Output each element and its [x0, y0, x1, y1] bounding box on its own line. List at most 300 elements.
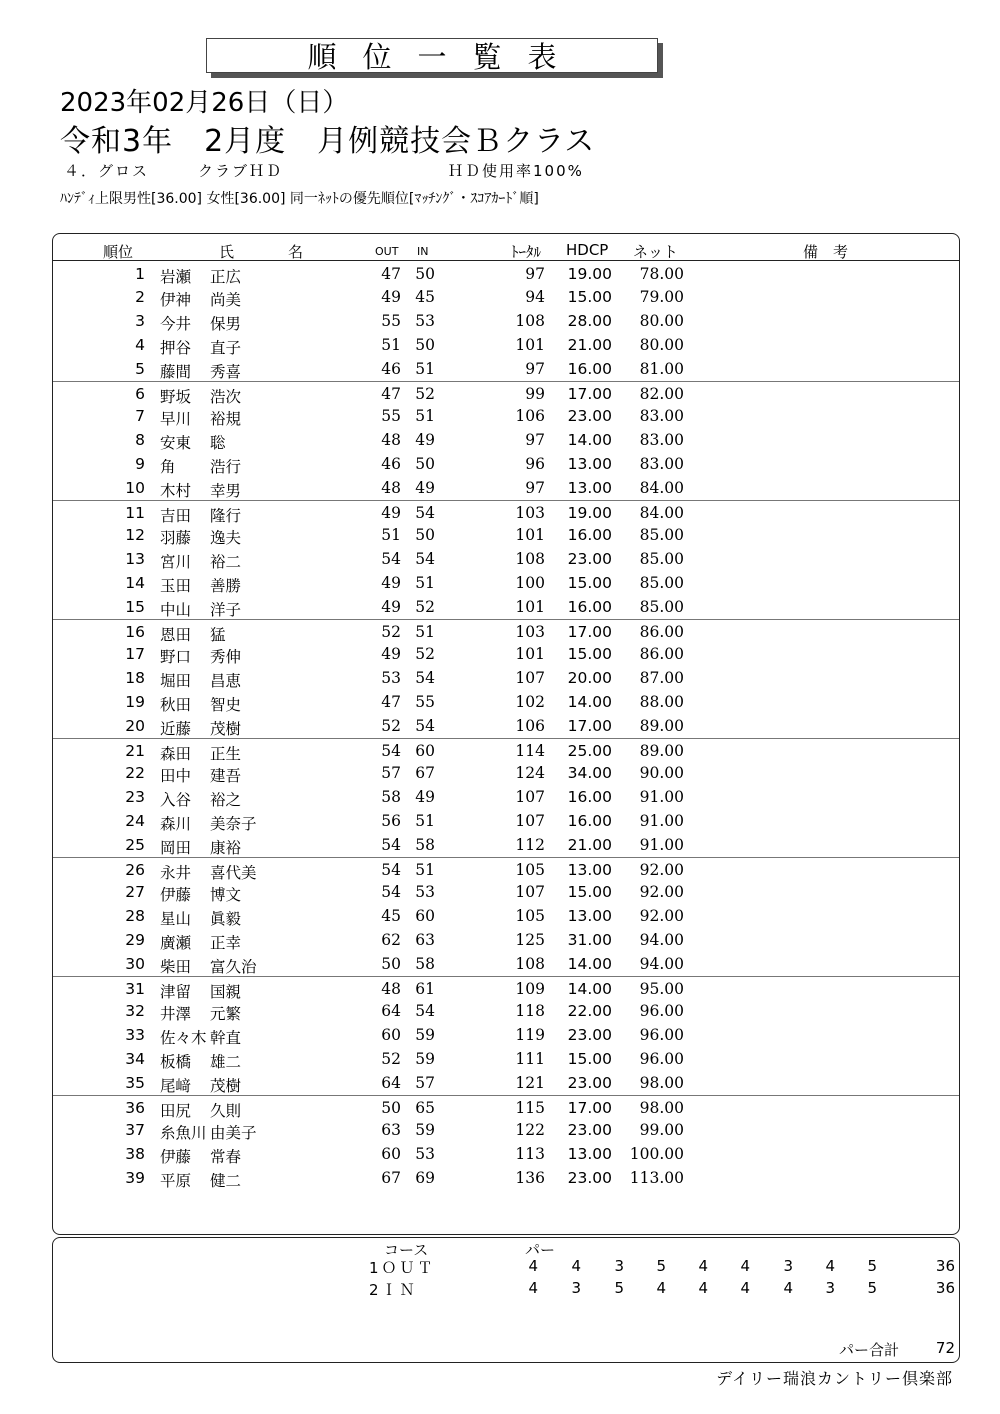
in-cell: 60	[415, 907, 435, 926]
out-cell: 64	[381, 1073, 401, 1092]
first-name-cell: 善勝	[210, 576, 242, 595]
table-row	[53, 500, 959, 525]
net-cell: 85.00	[639, 526, 684, 545]
rank-cell: 1	[135, 264, 145, 283]
par-table	[52, 1237, 960, 1363]
net-cell: 96.00	[639, 1002, 684, 1021]
total-cell: 105	[515, 907, 545, 926]
total-cell: 108	[515, 312, 545, 331]
out-cell: 52	[381, 622, 401, 641]
rank-cell: 26	[125, 860, 145, 879]
net-cell: 81.00	[639, 359, 684, 378]
first-name-cell: 久則	[210, 1101, 242, 1120]
first-name-cell: 秀伸	[210, 648, 242, 667]
last-name-cell: 井澤	[160, 1005, 192, 1024]
out-cell: 54	[381, 860, 401, 879]
par-course-total: 36	[935, 1279, 955, 1297]
last-name-cell: 藤間	[160, 362, 192, 381]
table-row	[53, 904, 959, 928]
rank-cell: 7	[135, 407, 145, 426]
rank-cell: 20	[125, 716, 145, 735]
total-cell: 121	[515, 1073, 545, 1092]
net-cell: 95.00	[639, 979, 684, 998]
last-name-cell: 木村	[160, 481, 192, 500]
in-cell: 50	[415, 454, 435, 473]
rank-cell: 32	[125, 1002, 145, 1021]
table-row	[53, 833, 959, 857]
out-cell: 48	[381, 478, 401, 497]
net-cell: 113.00	[629, 1168, 684, 1187]
last-name-cell: 柴田	[160, 957, 192, 976]
rank-cell: 18	[125, 669, 145, 688]
net-cell: 98.00	[639, 1098, 684, 1117]
in-cell: 52	[415, 597, 435, 616]
total-cell: 97	[525, 431, 545, 450]
total-cell: 97	[525, 264, 545, 283]
last-name-cell: 永井	[160, 863, 192, 882]
hdcp-cell: 15.00	[567, 645, 612, 664]
in-cell: 51	[415, 860, 435, 879]
last-name-cell: 津留	[160, 982, 192, 1001]
in-cell: 45	[415, 288, 435, 307]
rank-cell: 35	[125, 1073, 145, 1092]
hdcp-cell: 23.00	[567, 550, 612, 569]
hdcp-cell: 23.00	[567, 1121, 612, 1140]
in-cell: 51	[415, 573, 435, 592]
total-cell: 105	[515, 860, 545, 879]
total-cell: 136	[515, 1168, 545, 1187]
first-name-cell: 由美子	[210, 1124, 257, 1143]
total-cell: 101	[515, 335, 545, 354]
event-date: 2023年02月26日（日）	[60, 88, 349, 118]
hdcp-cell: 16.00	[567, 597, 612, 616]
in-cell: 49	[415, 788, 435, 807]
total-cell: 106	[515, 716, 545, 735]
hdcp-cell: 23.00	[567, 407, 612, 426]
last-name-cell: 田尻	[160, 1101, 192, 1120]
hdcp-cell: 15.00	[567, 883, 612, 902]
net-cell: 85.00	[639, 550, 684, 569]
out-cell: 56	[381, 811, 401, 830]
total-cell: 118	[515, 1002, 545, 1021]
rank-cell: 9	[135, 454, 145, 473]
in-cell: 63	[415, 930, 435, 949]
in-cell: 54	[415, 669, 435, 688]
table-row	[53, 999, 959, 1023]
first-name-cell: 富久治	[210, 957, 257, 976]
first-name-cell: 聡	[210, 434, 226, 453]
hdcp-cell: 16.00	[567, 811, 612, 830]
net-cell: 89.00	[639, 716, 684, 735]
table-row	[53, 1095, 959, 1120]
first-name-cell: 裕二	[210, 553, 242, 572]
club-name-footer: デイリー瑞浪カントリー倶楽部	[716, 1369, 953, 1388]
hdcp-cell: 15.00	[567, 288, 612, 307]
rank-cell: 37	[125, 1121, 145, 1140]
rank-cell: 8	[135, 431, 145, 450]
first-name-cell: 浩次	[210, 387, 242, 406]
total-cell: 111	[515, 1049, 545, 1068]
hdcp-cell: 13.00	[567, 860, 612, 879]
par-hole-value: 4	[656, 1279, 666, 1297]
page-title: 順位一覧表	[307, 40, 583, 74]
first-name-cell: 美奈子	[210, 814, 257, 833]
out-cell: 57	[381, 764, 401, 783]
out-cell: 49	[381, 645, 401, 664]
rank-cell: 11	[125, 503, 145, 522]
net-cell: 91.00	[639, 835, 684, 854]
first-name-cell: 建吾	[210, 767, 242, 786]
net-cell: 84.00	[639, 478, 684, 497]
first-name-cell: 健二	[210, 1171, 242, 1190]
out-cell: 58	[381, 788, 401, 807]
header-in: IN	[417, 245, 429, 258]
hdcp-cell: 13.00	[567, 454, 612, 473]
rank-cell: 30	[125, 954, 145, 973]
hd-rate: ＨＤ使用率100%	[448, 162, 584, 180]
out-cell: 52	[381, 1049, 401, 1068]
rank-cell: 19	[125, 692, 145, 711]
out-cell: 67	[381, 1168, 401, 1187]
table-row	[53, 357, 959, 381]
in-cell: 58	[415, 835, 435, 854]
last-name-cell: 板橋	[160, 1052, 192, 1071]
par-hole-value: 4	[698, 1279, 708, 1297]
out-cell: 47	[381, 264, 401, 283]
net-cell: 87.00	[639, 669, 684, 688]
table-row	[53, 619, 959, 644]
table-row	[53, 761, 959, 785]
net-cell: 100.00	[629, 1145, 684, 1164]
hdcp-cell: 16.00	[567, 788, 612, 807]
par-hole-value: 4	[825, 1257, 835, 1275]
net-cell: 98.00	[639, 1073, 684, 1092]
par-hole-value: 3	[614, 1257, 624, 1275]
out-cell: 55	[381, 407, 401, 426]
hdcp-cell: 22.00	[567, 1002, 612, 1021]
header-remarks: 備 考	[803, 243, 849, 261]
hdcp-cell: 21.00	[567, 835, 612, 854]
net-cell: 86.00	[639, 622, 684, 641]
hdcp-cell: 17.00	[567, 716, 612, 735]
last-name-cell: 早川	[160, 410, 192, 429]
rank-cell: 2	[135, 288, 145, 307]
in-cell: 59	[415, 1026, 435, 1045]
net-cell: 79.00	[639, 288, 684, 307]
out-cell: 47	[381, 384, 401, 403]
title-box	[206, 38, 658, 73]
rank-cell: 22	[125, 764, 145, 783]
out-cell: 54	[381, 550, 401, 569]
table-row	[53, 1166, 959, 1190]
table-row	[53, 928, 959, 952]
par-hole-value: 4	[571, 1257, 581, 1275]
total-cell: 103	[515, 503, 545, 522]
last-name-cell: 押谷	[160, 338, 192, 357]
total-cell: 107	[515, 811, 545, 830]
table-row	[53, 690, 959, 714]
table-row	[53, 309, 959, 333]
rank-cell: 12	[125, 526, 145, 545]
first-name-cell: 元繁	[210, 1005, 242, 1024]
table-row	[53, 285, 959, 309]
table-row	[53, 785, 959, 809]
hdcp-cell: 23.00	[567, 1073, 612, 1092]
rank-cell: 39	[125, 1168, 145, 1187]
out-cell: 63	[381, 1121, 401, 1140]
out-cell: 48	[381, 431, 401, 450]
net-cell: 99.00	[639, 1121, 684, 1140]
hdcp-cell: 28.00	[567, 312, 612, 331]
in-cell: 54	[415, 716, 435, 735]
first-name-cell: 康裕	[210, 838, 242, 857]
table-row	[53, 1023, 959, 1047]
par-hole-value: 3	[783, 1257, 793, 1275]
in-cell: 50	[415, 264, 435, 283]
net-cell: 91.00	[639, 811, 684, 830]
par-hole-value: 4	[740, 1257, 750, 1275]
first-name-cell: 洋子	[210, 600, 242, 619]
in-cell: 65	[415, 1098, 435, 1117]
out-cell: 46	[381, 454, 401, 473]
net-cell: 91.00	[639, 788, 684, 807]
hdcp-cell: 17.00	[567, 622, 612, 641]
net-cell: 92.00	[639, 907, 684, 926]
total-cell: 94	[525, 288, 545, 307]
last-name-cell: 伊神	[160, 291, 192, 310]
table-row	[53, 1142, 959, 1166]
ranking-table	[52, 233, 960, 1235]
competition-name: 令和3年 2月度 月例競技会Ｂクラス	[60, 124, 596, 159]
total-cell: 103	[515, 622, 545, 641]
last-name-cell: 野坂	[160, 387, 192, 406]
out-cell: 45	[381, 907, 401, 926]
table-row	[53, 666, 959, 690]
in-cell: 52	[415, 645, 435, 664]
first-name-cell: 逸夫	[210, 529, 242, 548]
last-name-cell: 佐々木	[160, 1029, 207, 1048]
par-hole-value: 3	[571, 1279, 581, 1297]
out-cell: 60	[381, 1145, 401, 1164]
hdcp-cell: 19.00	[567, 503, 612, 522]
par-hole-value: 4	[783, 1279, 793, 1297]
table-row	[53, 547, 959, 571]
last-name-cell: 恩田	[160, 625, 192, 644]
par-hole-value: 4	[528, 1279, 538, 1297]
in-cell: 61	[415, 979, 435, 998]
in-cell: 69	[415, 1168, 435, 1187]
net-cell: 86.00	[639, 645, 684, 664]
in-cell: 54	[415, 1002, 435, 1021]
last-name-cell: 森川	[160, 814, 192, 833]
hdcp-cell: 16.00	[567, 359, 612, 378]
in-cell: 60	[415, 741, 435, 760]
par-course-total: 36	[935, 1257, 955, 1275]
total-cell: 97	[525, 478, 545, 497]
net-cell: 84.00	[639, 503, 684, 522]
total-cell: 101	[515, 526, 545, 545]
first-name-cell: 直子	[210, 338, 242, 357]
table-row	[53, 642, 959, 666]
first-name-cell: 隆行	[210, 506, 242, 525]
rank-cell: 33	[125, 1026, 145, 1045]
rank-cell: 25	[125, 835, 145, 854]
out-cell: 54	[381, 883, 401, 902]
out-cell: 52	[381, 716, 401, 735]
rank-cell: 4	[135, 335, 145, 354]
par-hole-value: 4	[740, 1279, 750, 1297]
out-cell: 60	[381, 1026, 401, 1045]
hdcp-cell: 34.00	[567, 764, 612, 783]
out-cell: 50	[381, 954, 401, 973]
par-hole-value: 5	[614, 1279, 624, 1297]
total-cell: 124	[515, 764, 545, 783]
first-name-cell: 幸男	[210, 481, 242, 500]
total-cell: 112	[515, 835, 545, 854]
rank-cell: 36	[125, 1098, 145, 1117]
rank-cell: 21	[125, 741, 145, 760]
last-name-cell: 吉田	[160, 506, 192, 525]
out-cell: 53	[381, 669, 401, 688]
first-name-cell: 智史	[210, 695, 242, 714]
par-total-label: パー合計	[839, 1341, 900, 1359]
header-rank: 順位	[103, 243, 134, 261]
total-cell: 109	[515, 979, 545, 998]
hdcp-cell: 21.00	[567, 335, 612, 354]
table-row	[53, 381, 959, 406]
first-name-cell: 茂樹	[210, 719, 242, 738]
last-name-cell: 岩瀬	[160, 267, 192, 286]
last-name-cell: 伊藤	[160, 886, 192, 905]
rank-cell: 23	[125, 788, 145, 807]
par-course-header: コース	[384, 1241, 429, 1259]
table-row	[53, 857, 959, 882]
first-name-cell: 博文	[210, 886, 242, 905]
total-cell: 115	[515, 1098, 545, 1117]
out-cell: 49	[381, 573, 401, 592]
rank-cell: 14	[125, 573, 145, 592]
total-cell: 125	[515, 930, 545, 949]
in-cell: 49	[415, 478, 435, 497]
in-cell: 55	[415, 692, 435, 711]
last-name-cell: 角	[160, 457, 176, 476]
header-net: ネット	[633, 243, 679, 261]
last-name-cell: 岡田	[160, 838, 192, 857]
net-cell: 96.00	[639, 1026, 684, 1045]
rank-cell: 5	[135, 359, 145, 378]
last-name-cell: 糸魚川	[160, 1124, 207, 1143]
header-total: ﾄｰﾀﾙ	[511, 243, 542, 261]
table-row	[53, 571, 959, 595]
first-name-cell: 浩行	[210, 457, 242, 476]
in-cell: 67	[415, 764, 435, 783]
net-cell: 94.00	[639, 930, 684, 949]
rank-cell: 17	[125, 645, 145, 664]
hdcp-cell: 16.00	[567, 526, 612, 545]
net-cell: 88.00	[639, 692, 684, 711]
net-cell: 78.00	[639, 264, 684, 283]
net-cell: 82.00	[639, 384, 684, 403]
table-row	[53, 1047, 959, 1071]
first-name-cell: 雄二	[210, 1052, 242, 1071]
in-cell: 52	[415, 384, 435, 403]
hdcp-cell: 13.00	[567, 1145, 612, 1164]
net-cell: 96.00	[639, 1049, 684, 1068]
total-cell: 102	[515, 692, 545, 711]
hdcp-cell: 13.00	[567, 907, 612, 926]
net-cell: 80.00	[639, 312, 684, 331]
total-cell: 113	[515, 1145, 545, 1164]
hdcp-cell: 20.00	[567, 669, 612, 688]
table-row	[53, 523, 959, 547]
table-row	[53, 476, 959, 500]
rank-cell: 15	[125, 597, 145, 616]
first-name-cell: 秀喜	[210, 362, 242, 381]
table-row	[53, 595, 959, 619]
in-cell: 51	[415, 811, 435, 830]
in-cell: 51	[415, 359, 435, 378]
in-cell: 54	[415, 503, 435, 522]
par-course-name: 2ＩＮ	[369, 1281, 418, 1299]
first-name-cell: 昌恵	[210, 672, 242, 691]
last-name-cell: 廣瀬	[160, 933, 192, 952]
hdcp-cell: 31.00	[567, 930, 612, 949]
rank-cell: 31	[125, 979, 145, 998]
net-cell: 92.00	[639, 860, 684, 879]
rank-cell: 3	[135, 312, 145, 331]
club-hd: クラブＨＤ	[198, 162, 284, 180]
first-name-cell: 喜代美	[210, 863, 257, 882]
header-hdcp: HDCP	[566, 241, 609, 259]
rank-cell: 34	[125, 1049, 145, 1068]
par-hole-value: 4	[528, 1257, 538, 1275]
header-name-1: 氏	[219, 243, 235, 261]
table-row	[53, 738, 959, 763]
net-cell: 85.00	[639, 573, 684, 592]
table-row	[53, 262, 959, 286]
net-cell: 89.00	[639, 741, 684, 760]
table-row	[53, 976, 959, 1001]
total-cell: 106	[515, 407, 545, 426]
last-name-cell: 玉田	[160, 576, 192, 595]
in-cell: 51	[415, 407, 435, 426]
net-cell: 94.00	[639, 954, 684, 973]
net-cell: 92.00	[639, 883, 684, 902]
scoring-format: ４．グロス	[64, 162, 150, 180]
par-hole-value: 3	[825, 1279, 835, 1297]
net-cell: 80.00	[639, 335, 684, 354]
first-name-cell: 正広	[210, 267, 242, 286]
in-cell: 50	[415, 526, 435, 545]
header-name-2: 名	[288, 243, 304, 261]
total-cell: 107	[515, 788, 545, 807]
table-row	[53, 1071, 959, 1095]
table-row	[53, 428, 959, 452]
rank-cell: 28	[125, 907, 145, 926]
total-cell: 101	[515, 645, 545, 664]
last-name-cell: 近藤	[160, 719, 192, 738]
last-name-cell: 伊藤	[160, 1148, 192, 1167]
hdcp-cell: 25.00	[567, 741, 612, 760]
in-cell: 50	[415, 335, 435, 354]
first-name-cell: 国親	[210, 982, 242, 1001]
out-cell: 49	[381, 288, 401, 307]
out-cell: 49	[381, 503, 401, 522]
net-cell: 83.00	[639, 454, 684, 473]
last-name-cell: 入谷	[160, 791, 192, 810]
total-cell: 108	[515, 550, 545, 569]
hdcp-cell: 13.00	[567, 478, 612, 497]
